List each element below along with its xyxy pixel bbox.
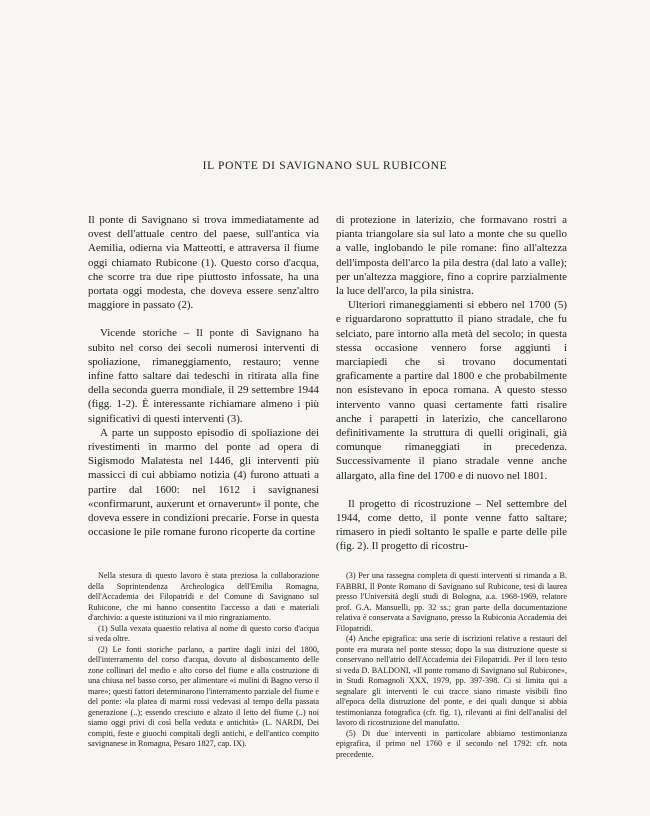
paragraph-rostri: di protezione in laterizio, che formavano rostri a pianta triangolare sia sul lato a monte che su quello a valle, inglobando le pile romane: fino all'altezza dell'imposta dell'arco la pila destra (dal lato a valle); per un'altezza maggiore, fino a coprire parzialmente la luce dell'arco, la pila sinistra. — [336, 214, 567, 298]
footnote-acknowledgement: Nella stesura di questo lavoro è stata preziosa la collaborazione della Soprintendenza Archeologica dell'Emilia Romagna, dell'Accademia dei Filopatridi e del Comune di Savignano sul Rubicone, che mi hanno consentito l'accesso a dati e materiali d'archivio: a queste istituzioni va il mio ringraziamento. — [88, 571, 319, 622]
paragraph-intro: Il ponte di Savignano si trova immediatamente ad ovest dell'attuale centro del paese, sull'antica via Aemilia, odierna via Matteotti, e attraversa il fiume oggi chiamato Rubicone (1). Questo corso d'acqua, che scorre tra due ripe piuttosto infossate, ha una portata oggi modesta, che doveva essere senz'altro maggiore in passato (2). — [88, 214, 319, 312]
footnotes-right — [336, 571, 567, 760]
paragraph-ricostruzione: Il progetto di ricostruzione – Nel settembre del 1944, come detto, il ponte venne fatto saltare; rimasero in piedi soltanto le spalle e parte delle pile (fig. 2). Il progetto di ricostru- — [336, 497, 567, 553]
footnote-4: (4) Anche epigrafica: una serie di iscrizioni relative a restauri del ponte era murata nel ponte stesso; dopo la sua distruzione queste si conservano nell'atrio dell'Accademia dei Filopatridi. Per il loro testo si veda D. BALDONI, «Il ponte romano di Savignano sul Rubicone», in Studi Romagnoli XXX, 1979, pp. 397-398. Ci si limita qui a segnalare gli interventi le cui tracce siano rimaste visibili fino all'epoca della distruzione del ponte, e dei quali dunque si abbia testimonianza fotografica (cfr. fig. 1), rilevanti ai fini dell'analisi del lavoro di ricostruzione del manufatto. — [336, 634, 567, 727]
body-column-right — [336, 213, 567, 554]
footnote-2: (2) Le fonti storiche parlano, a partire dagli inizi del 1800, dell'interramento del corso d'acqua, dovuto al disboscamento delle zone collinari del medio e alto corso del fiume e alla costruzione di una chiusa nel basso corso, per alimentare «i mulini di Bagno verso il mare»; questi fattori determinarono l'interramento parziale del fiume e del ponte: «la platea di marmi rossi vedevasi al tempo della passata generazione (..); essendo cresciuto e alzato il letto del fiume (..) noi siamo oggi privi di così bella veduta e antichità» (L. NARDI, Dei compiti, feste e giuochi compitali degli antichi, e dell'antico compito savignanese in Romagna, Pesaro 1827, cap. IX). — [88, 644, 319, 748]
paragraph-spoliazione: A parte un supposto episodio di spoliazione dei rivestimenti in marmo del ponte ad opera di Sigismodo Malatesta nel 1446, gli interventi più massicci di cui abbiamo notizia (4) furono attuati a partire dal 1600: nel 1612 i savignanesi «confirmarunt, auxerunt et ornaverunt» il ponte, che doveva essere in condizioni precarie. Forse in questa occasione le pile romane furono ricoperte da cortine — [88, 426, 319, 539]
footnote-3: (3) Per una rassegna completa di questi interventi si rimanda a B. FABBRI, Il Ponte Romano di Savignano sul Rubicone, tesi di laurea presso l'Università degli studi di Bologna, a.a. 1968-1969, relatore prof. G.A. Mansuelli, pp. 32 ss.; gran parte della documentazione relativa è conservata a Savignano, presso la Rubiconia Accademia dei Filopatridi. — [336, 571, 567, 633]
footnote-1: (1) Sulla vexata quaestio relativa al nome di questo corso d'acqua si veda oltre. — [88, 623, 319, 643]
body-column-left — [88, 213, 319, 539]
footnotes-left — [88, 571, 319, 750]
paragraph-vicende-storiche: Vicende storiche – Il ponte di Savignano ha subito nel corso dei secoli numerosi interventi di spoliazione, rimaneggiamento, restauro; venne infine fatto saltare dai tedeschi in ritirata alla fine della seconda guerra mondiale, il 29 settembre 1944 (figg. 1-2). È interessante richiamare almeno i più significativi di questi interventi (3). — [88, 327, 319, 425]
article-title: IL PONTE DI SAVIGNANO SUL RUBICONE — [202, 160, 448, 172]
footnote-5: (5) Di due interventi in particolare abbiamo testimonianza epigrafica, il primo nel 1760 e il secondo nel 1792: cfr. nota precedente. — [336, 728, 567, 759]
paragraph-rimaneggiamenti: Ulteriori rimaneggiamenti si ebbero nel 1700 (5) e riguardarono soprattutto il piano stradale, che fu selciato, pare intorno alla metà del secolo; in questa stessa occasione vennero forse aggiunti i marciapiedi che si trovano documentati graficamente a partire dal 1800 e che probabilmente non esistevano in epoca romana. A questo stesso intervento vanno quasi certamente fatti risalire anche i parapetti in laterizio, che cancellarono definitivamente la struttura di quelli originali, già comunque rimaneggiati in precedenza. Successivamente il piano stradale venne anche allargato, alla fine del 1700 e di nuovo nel 1801. — [336, 299, 567, 482]
